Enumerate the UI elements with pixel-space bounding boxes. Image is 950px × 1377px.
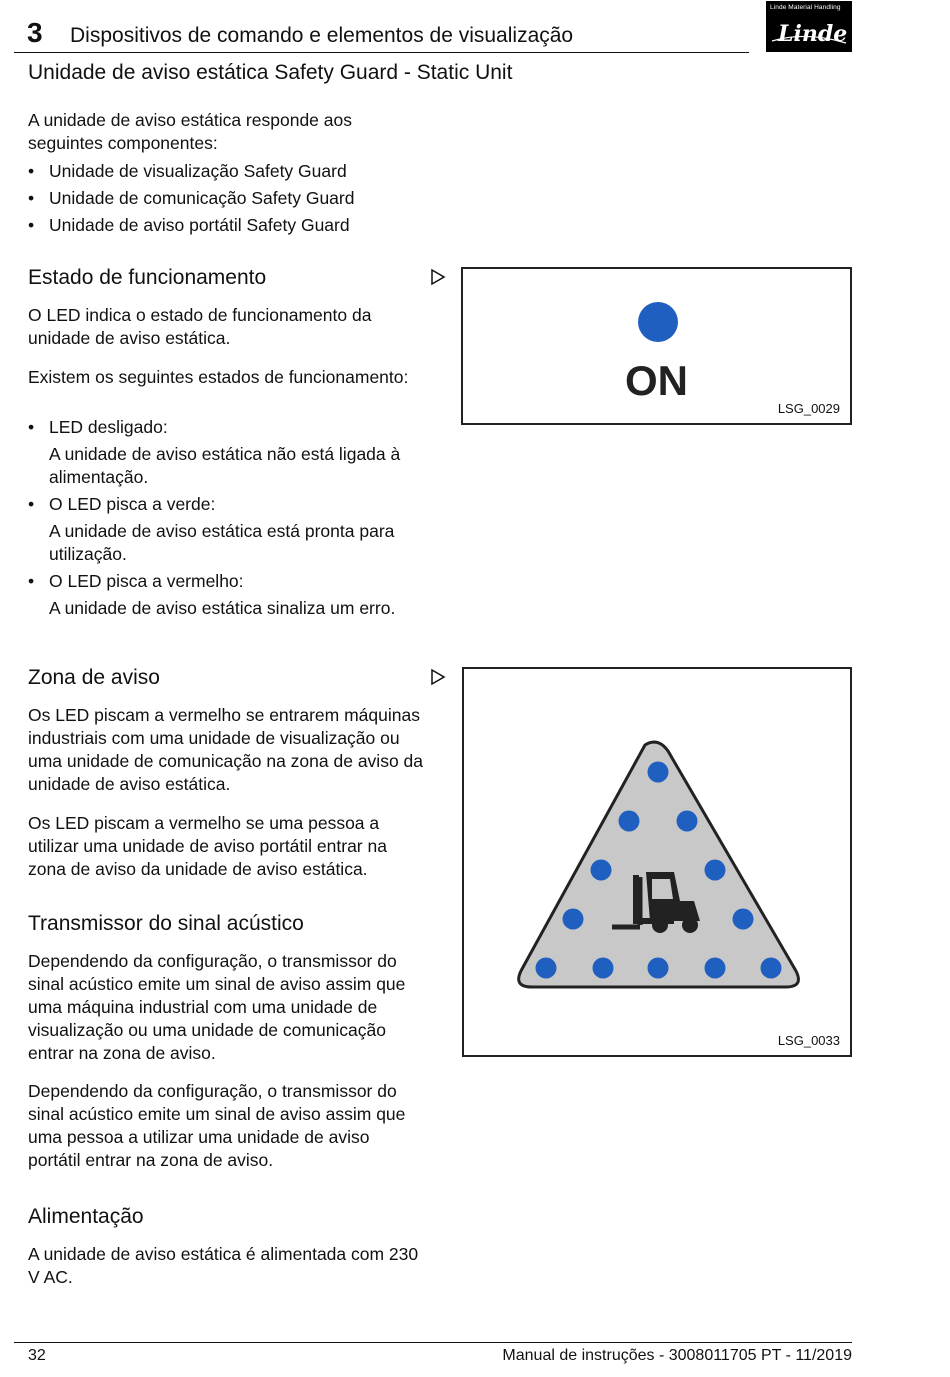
- zone-text-2: Os LED piscam a vermelho se uma pessoa a utilizar uma unidade de aviso portátil entrar na zona de aviso da unidade de aviso estática.: [28, 813, 387, 879]
- page-number: 32: [28, 1347, 46, 1364]
- intro-list: [28, 160, 423, 237]
- zone-led-icon: [733, 909, 754, 930]
- figure-pointer-icon: [430, 268, 446, 292]
- power-text: A unidade de aviso estática é alimentada com 230 V AC.: [28, 1244, 419, 1287]
- logo-brand: Linde: [778, 21, 848, 47]
- zone-led-icon: [648, 958, 669, 979]
- status-heading: Estado de funcionamento: [28, 266, 267, 289]
- status-paragraph-1: [28, 304, 423, 350]
- status-text-1: O LED indica o estado de funcionamento da unidade de aviso estática.: [28, 305, 372, 348]
- list-item: • Unidade de visualização Safety Guard: [28, 160, 423, 183]
- zone-led-icon: [761, 958, 782, 979]
- status-paragraph-2: [28, 366, 423, 389]
- status-item-desc: A unidade de aviso estática não está ligada à alimentação.: [49, 444, 401, 487]
- status-item-label: O LED pisca a vermelho:: [49, 571, 244, 591]
- zone-led-icon: [648, 762, 669, 783]
- zone-text-1: Os LED piscam a vermelho se entrarem máquinas industriais com uma unidade de visualização ou uma unidade de comunicação na zona de aviso da unidade de aviso estática.: [28, 705, 423, 794]
- chapter-title: Dispositivos de comando e elementos de visualização: [70, 24, 574, 47]
- zone-led-icon: [536, 958, 557, 979]
- acoustic-paragraph-1: [28, 950, 423, 1065]
- list-item: [28, 416, 423, 489]
- acoustic-text-2: Dependendo da configuração, o transmissor do sinal acústico emite um sinal de aviso assim que uma pessoa a utilizar uma unidade de aviso portátil entrar na zona de aviso.: [28, 1081, 406, 1170]
- list-item: [28, 493, 423, 566]
- zone-led-icon: [591, 860, 612, 881]
- figure-pointer-icon: [430, 668, 446, 692]
- footer-doc-info: Manual de instruções - 3008011705 PT - 11/2019: [502, 1347, 852, 1364]
- status-item-label: O LED pisca a verde:: [49, 494, 216, 514]
- intro-paragraph: [28, 109, 423, 155]
- chapter-number: 3: [27, 17, 43, 48]
- power-paragraph: [28, 1243, 423, 1289]
- zone-led-icon: [619, 811, 640, 832]
- acoustic-heading: Transmissor do sinal acústico: [28, 912, 304, 935]
- figure-id: LSG_0029: [777, 401, 840, 416]
- zone-led-icon: [563, 909, 584, 930]
- warning-triangle-icon: [464, 669, 850, 1055]
- status-item-label: LED desligado:: [49, 417, 168, 437]
- logo-small-text: Linde Material Handling: [770, 4, 841, 11]
- status-item-desc: A unidade de aviso estática sinaliza um erro.: [49, 598, 396, 618]
- acoustic-text-1: Dependendo da configuração, o transmissor do sinal acústico emite um sinal de aviso assim que uma máquina industrial com uma unidade de visualização ou uma unidade de comunicação entrar na zona de aviso.: [28, 951, 406, 1063]
- header-rule: [14, 52, 749, 53]
- status-text-2: Existem os seguintes estados de funcionamento:: [28, 367, 409, 387]
- zone-led-icon: [705, 860, 726, 881]
- footer-rule: [14, 1342, 852, 1343]
- list-item: • Unidade de comunicação Safety Guard: [28, 187, 423, 210]
- figure-warning-zone: [462, 667, 852, 1057]
- list-item: • Unidade de aviso portátil Safety Guard: [28, 214, 423, 237]
- zone-led-icon: [705, 958, 726, 979]
- zone-paragraph-1: [28, 704, 423, 796]
- figure-on-label: ON: [625, 357, 688, 404]
- power-heading: Alimentação: [28, 1205, 144, 1228]
- acoustic-paragraph-2: [28, 1080, 423, 1172]
- brand-logo: [766, 1, 852, 52]
- intro-text: A unidade de aviso estática responde aos seguintes componentes:: [28, 110, 352, 153]
- section-title: Unidade de aviso estática Safety Guard - Static Unit: [28, 61, 513, 84]
- zone-paragraph-2: [28, 812, 423, 881]
- zone-led-icon: [593, 958, 614, 979]
- figure-id: LSG_0033: [777, 1033, 840, 1048]
- zone-led-icon: [677, 811, 698, 832]
- status-item-desc: A unidade de aviso estática está pronta para utilização.: [49, 521, 395, 564]
- status-list: [28, 416, 423, 620]
- zone-heading: Zona de aviso: [28, 666, 160, 689]
- figure-led-on: [461, 267, 852, 425]
- list-item: [28, 570, 423, 620]
